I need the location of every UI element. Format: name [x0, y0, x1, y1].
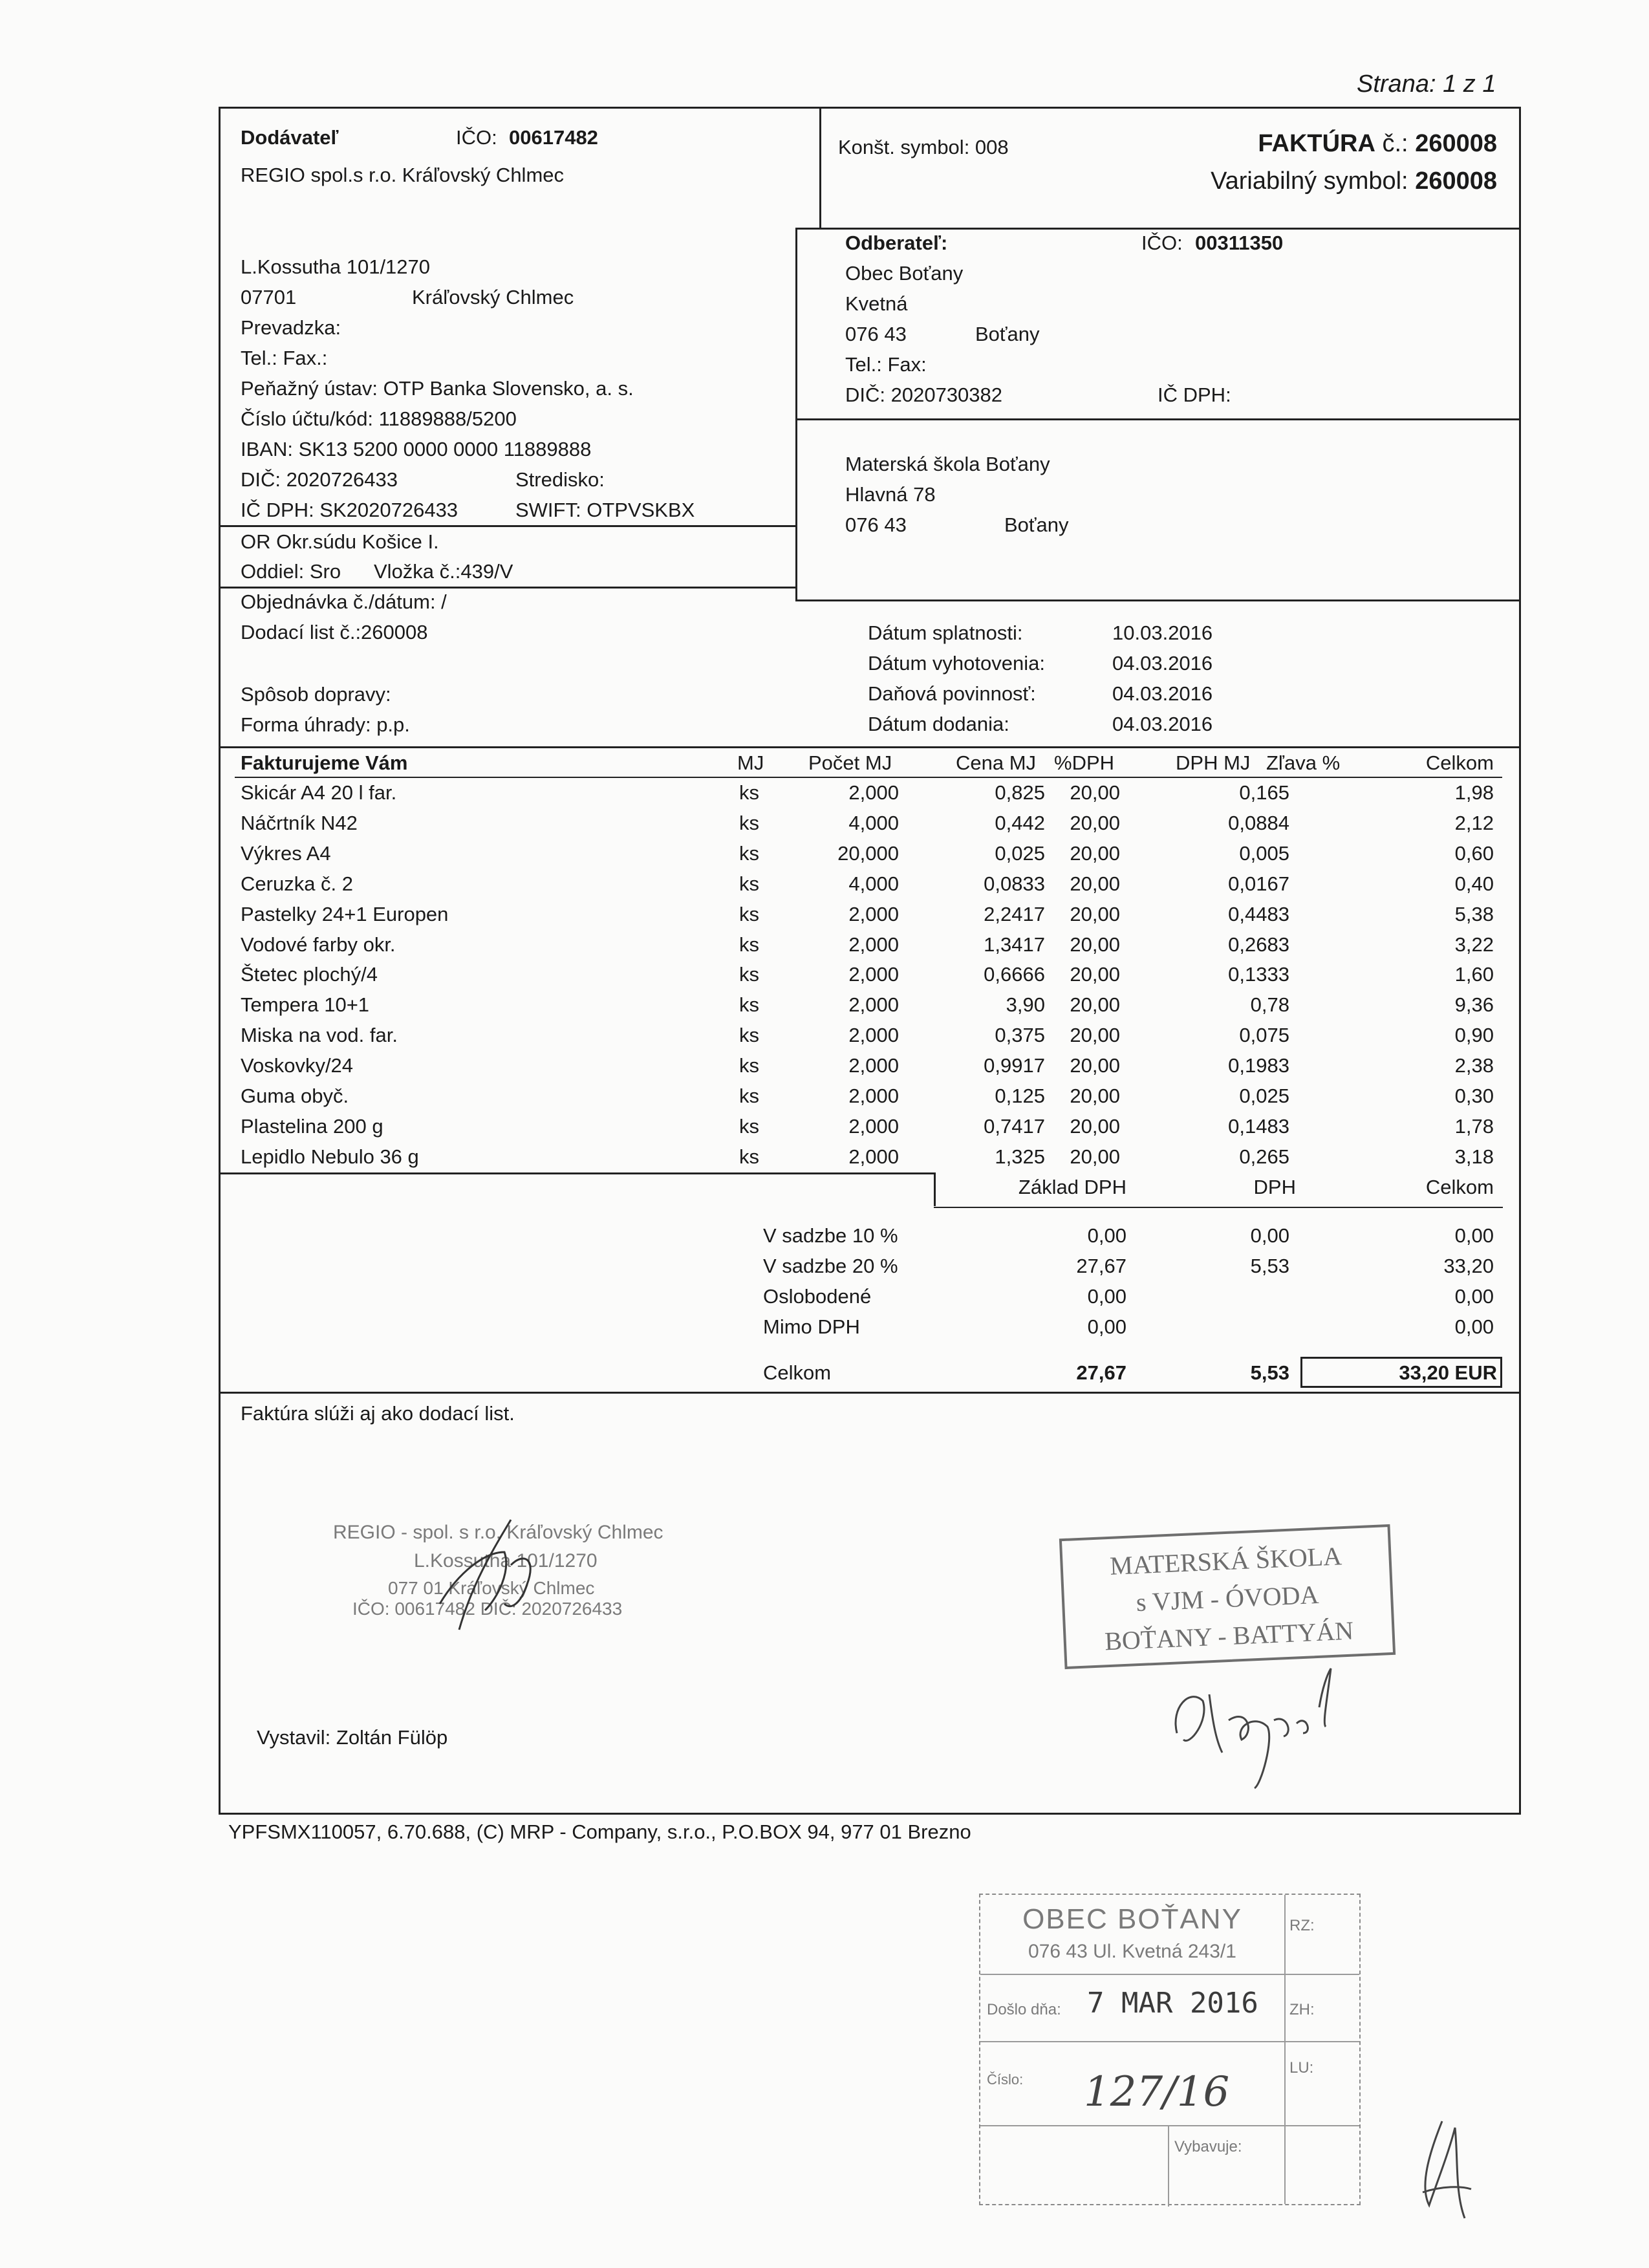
invoice-number-label: č.: — [1382, 130, 1408, 157]
item-total: 3,22 — [1454, 933, 1494, 956]
order-ref: Objednávka č./dátum: / — [241, 590, 447, 613]
supplier-signature — [414, 1513, 563, 1643]
item-price: 0,025 — [995, 841, 1045, 865]
item-name: Vodové farby okr. — [241, 933, 396, 956]
item-qty: 2,000 — [848, 933, 899, 956]
item-vat-unit: 0,0167 — [1228, 872, 1289, 895]
customer-ico: 00311350 — [1195, 232, 1284, 254]
summary-base: 0,00 — [1087, 1285, 1126, 1308]
supplier-stamp-line: L.Kossutha 101/1270 — [414, 1550, 598, 1571]
item-vat-pct: 20,00 — [1070, 1145, 1120, 1168]
date-value: 10.03.2016 — [1112, 621, 1213, 644]
customer-label: Odberateľ: — [845, 232, 948, 254]
item-unit: ks — [739, 1145, 759, 1168]
item-total: 0,60 — [1454, 841, 1494, 865]
item-vat-unit: 0,78 — [1250, 993, 1289, 1017]
table-header-line — [235, 777, 1502, 778]
item-vat-unit: 0,1983 — [1228, 1054, 1289, 1077]
item-total: 2,38 — [1454, 1054, 1494, 1077]
summary-base-header: Základ DPH — [1018, 1176, 1126, 1198]
item-unit: ks — [739, 902, 759, 925]
supplier-stamp-line: 077 01 Kráľovský Chlmec — [388, 1578, 595, 1598]
date-value: 04.03.2016 — [1112, 652, 1213, 675]
date-value: 04.03.2016 — [1112, 713, 1213, 735]
summary-header-line — [934, 1207, 1503, 1208]
grand-total-base: 27,67 — [1076, 1361, 1126, 1384]
issued-by: Vystavil: Zoltán Fülöp — [257, 1726, 448, 1749]
item-qty: 20,000 — [837, 841, 899, 865]
registry-received-date: 7 MAR 2016 — [1087, 1987, 1258, 2020]
summary-label: V sadzbe 10 % — [763, 1224, 898, 1247]
item-name: Náčrtník N42 — [241, 811, 358, 834]
invoice-title — [1035, 129, 1497, 158]
table-top-line — [219, 746, 1521, 748]
item-qty: 2,000 — [848, 1024, 899, 1047]
item-vat-pct: 20,00 — [1070, 1114, 1120, 1138]
item-unit: ks — [739, 781, 759, 804]
item-price: 3,90 — [1006, 993, 1045, 1017]
supplier-stamp-line: REGIO - spol. s r.o. Kráľovský Chlmec — [333, 1522, 663, 1543]
supplier-dic: DIČ: 2020726433 — [241, 468, 398, 491]
summary-total-header: Celkom — [1425, 1176, 1494, 1198]
supplier-swift: SWIFT: OTPVSKBX — [515, 499, 695, 521]
item-price: 2,2417 — [984, 902, 1045, 925]
summary-total: 0,00 — [1454, 1315, 1494, 1338]
item-price: 0,442 — [995, 811, 1045, 834]
item-vat-unit: 0,265 — [1239, 1145, 1289, 1168]
margin-initials — [1410, 2115, 1487, 2231]
frame-top — [219, 107, 1521, 109]
registry-stamp-divider — [1284, 1895, 1286, 2204]
item-price: 0,7417 — [984, 1114, 1045, 1138]
item-vat-unit: 0,0884 — [1228, 811, 1289, 834]
transport-method: Spôsob dopravy: — [241, 683, 391, 706]
school-stamp-line: BOŤANY - BATTYÁN — [1104, 1615, 1355, 1656]
item-vat-pct: 20,00 — [1070, 781, 1120, 804]
supplier-name: REGIO spol.s r.o. Kráľovský Chlmec — [241, 164, 565, 186]
item-price: 0,375 — [995, 1024, 1045, 1047]
register-line — [219, 525, 795, 527]
registry-lu: LU: — [1289, 2059, 1314, 2077]
item-total: 1,98 — [1454, 781, 1494, 804]
item-total: 0,30 — [1454, 1085, 1494, 1107]
summary-base: 0,00 — [1087, 1224, 1126, 1247]
supplier-zip: 07701 — [241, 286, 297, 308]
supplier-iban: IBAN: SK13 5200 0000 0000 11889888 — [241, 438, 592, 460]
registry-stamp-address: 076 43 Ul. Kvetná 243/1 — [1028, 1941, 1236, 1962]
item-vat-pct: 20,00 — [1070, 1054, 1120, 1077]
payment-method: Forma úhrady: p.p. — [241, 713, 410, 736]
item-qty: 2,000 — [848, 902, 899, 925]
col-qty-header: Počet MJ — [808, 751, 892, 774]
supplier-ico-label: IČO: — [456, 126, 497, 149]
item-vat-unit: 0,025 — [1239, 1085, 1289, 1107]
customer-box-top — [795, 228, 1521, 230]
item-unit: ks — [739, 963, 759, 986]
summary-bottom-line — [219, 1392, 1521, 1394]
delivery-note: Dodací list č.:260008 — [241, 621, 428, 643]
item-total: 9,36 — [1454, 993, 1494, 1017]
item-vat-pct: 20,00 — [1070, 1024, 1120, 1047]
item-price: 1,325 — [995, 1145, 1045, 1168]
date-label: Daňová povinnosť: — [868, 682, 1036, 705]
customer-name: Obec Boťany — [845, 262, 964, 285]
header-divider — [819, 107, 821, 228]
summary-vat: 5,53 — [1250, 1255, 1289, 1277]
item-unit: ks — [739, 872, 759, 895]
delivery-zip: 076 43 — [845, 513, 907, 536]
item-unit: ks — [739, 933, 759, 956]
item-unit: ks — [739, 993, 759, 1017]
col-unit-header: MJ — [737, 751, 764, 774]
item-name: Lepidlo Nebulo 36 g — [241, 1145, 419, 1168]
supplier-stamp-line: IČO: 00617482 DIČ: 2020726433 — [352, 1599, 623, 1619]
item-total: 0,90 — [1454, 1024, 1494, 1047]
customer-city: Boťany — [975, 323, 1040, 345]
item-name: Pastelky 24+1 Europen — [241, 902, 449, 925]
customer-box-bottom — [795, 599, 1521, 601]
frame-bottom — [219, 1813, 1521, 1815]
supplier-premises: Prevadzka: — [241, 316, 341, 339]
item-qty: 2,000 — [848, 993, 899, 1017]
customer-zip: 076 43 — [845, 323, 907, 345]
item-unit: ks — [739, 1085, 759, 1107]
item-total: 1,60 — [1454, 963, 1494, 986]
item-price: 0,0833 — [984, 872, 1045, 895]
col-item-header: Fakturujeme Vám — [241, 751, 408, 774]
item-price: 0,9917 — [984, 1054, 1045, 1077]
grand-total-vat: 5,53 — [1250, 1361, 1289, 1384]
item-vat-pct: 20,00 — [1070, 811, 1120, 834]
item-qty: 2,000 — [848, 1054, 899, 1077]
supplier-center: Stredisko: — [515, 468, 605, 491]
item-total: 5,38 — [1454, 902, 1494, 925]
date-label: Dátum vyhotovenia: — [868, 652, 1045, 675]
registry-stamp-row-line — [980, 2125, 1359, 2126]
school-stamp-line: MATERSKÁ ŠKOLA — [1109, 1541, 1342, 1581]
col-price-header: Cena MJ — [956, 751, 1037, 774]
delivery-street: Hlavná 78 — [845, 483, 936, 506]
item-qty: 4,000 — [848, 811, 899, 834]
delivery-city: Boťany — [1004, 513, 1069, 536]
item-vat-pct: 20,00 — [1070, 902, 1120, 925]
item-qty: 2,000 — [848, 781, 899, 804]
registry-stamp — [979, 1894, 1361, 2205]
item-name: Štetec plochý/4 — [241, 963, 378, 986]
item-name: Miska na vod. far. — [241, 1024, 398, 1047]
grand-total-amount: 33,20 EUR — [1399, 1361, 1497, 1384]
item-unit: ks — [739, 841, 759, 865]
item-name: Guma obyč. — [241, 1085, 349, 1107]
customer-vat: IČ DPH: — [1158, 383, 1231, 406]
item-price: 0,125 — [995, 1085, 1045, 1107]
item-vat-unit: 0,1333 — [1228, 963, 1289, 986]
item-name: Tempera 10+1 — [241, 993, 370, 1017]
variable-symbol-value: 260008 — [1415, 167, 1497, 195]
item-vat-pct: 20,00 — [1070, 1085, 1120, 1107]
variable-symbol — [1035, 166, 1497, 196]
item-total: 1,78 — [1454, 1114, 1494, 1138]
col-total-header: Celkom — [1425, 751, 1494, 774]
summary-label: Mimo DPH — [763, 1315, 860, 1338]
col-vat-unit-header: DPH MJ — [1176, 751, 1251, 774]
constant-symbol: Konšt. symbol: 008 — [838, 136, 1009, 158]
school-stamp — [1059, 1524, 1396, 1669]
item-unit: ks — [739, 1054, 759, 1077]
item-name: Výkres A4 — [241, 841, 331, 865]
item-vat-unit: 0,2683 — [1228, 933, 1289, 956]
summary-total: 0,00 — [1454, 1224, 1494, 1247]
delivery-name: Materská škola Boťany — [845, 453, 1050, 475]
summary-total: 33,20 — [1443, 1255, 1494, 1277]
summary-label: V sadzbe 20 % — [763, 1255, 898, 1277]
supplier-vat: IČ DPH: SK2020726433 — [241, 499, 458, 521]
supplier-tel-fax: Tel.: Fax.: — [241, 347, 328, 369]
item-vat-unit: 0,4483 — [1228, 902, 1289, 925]
summary-total: 0,00 — [1454, 1285, 1494, 1308]
customer-box-middle — [795, 418, 1521, 420]
supplier-bank: Peňažný ústav: OTP Banka Slovensko, a. s. — [241, 377, 634, 400]
customer-ico-label: IČO: — [1141, 232, 1183, 254]
item-qty: 4,000 — [848, 872, 899, 895]
school-signature — [1158, 1662, 1352, 1791]
item-name: Voskovky/24 — [241, 1054, 354, 1077]
grand-total-label: Celkom — [763, 1361, 832, 1384]
item-vat-unit: 0,165 — [1239, 781, 1289, 804]
page-number: Strana: 1 z 1 — [1357, 70, 1496, 98]
customer-box-left — [795, 228, 797, 601]
registry-received-label: Došlo dňa: — [987, 2001, 1061, 2018]
item-price: 0,825 — [995, 781, 1045, 804]
order-line — [219, 587, 795, 589]
software-footer: YPFSMX110057, 6.70.688, (C) MRP - Company, s.r.o., P.O.BOX 94, 977 01 Brezno — [228, 1820, 971, 1843]
item-qty: 2,000 — [848, 1114, 899, 1138]
supplier-ico: 00617482 — [509, 126, 598, 149]
item-name: Skicár A4 20 l far. — [241, 781, 397, 804]
item-vat-pct: 20,00 — [1070, 872, 1120, 895]
school-stamp-line: s VJM - ÓVODA — [1135, 1579, 1320, 1617]
registry-stamp-title: OBEC BOŤANY — [1022, 1903, 1242, 1935]
invoice-note: Faktúra slúži aj ako dodací list. — [241, 1402, 515, 1425]
item-unit: ks — [739, 811, 759, 834]
supplier-city: Kráľovský Chlmec — [412, 286, 574, 308]
frame-left — [219, 107, 221, 1814]
supplier-section: Oddiel: Sro — [241, 560, 341, 583]
supplier-street: L.Kossutha 101/1270 — [241, 255, 431, 278]
date-label: Dátum splatnosti: — [868, 621, 1023, 644]
item-name: Plastelina 200 g — [241, 1114, 383, 1138]
registry-zh: ZH: — [1289, 2001, 1315, 2018]
registry-stamp-cell-line — [1168, 2125, 1169, 2207]
frame-right — [1519, 107, 1521, 1814]
summary-vat-header: DPH — [1253, 1176, 1296, 1198]
table-bottom-line — [219, 1172, 934, 1174]
summary-corner — [934, 1172, 936, 1206]
summary-base: 27,67 — [1076, 1255, 1126, 1277]
summary-vat: 0,00 — [1250, 1224, 1289, 1247]
item-qty: 2,000 — [848, 963, 899, 986]
customer-dic: DIČ: 2020730382 — [845, 383, 1003, 406]
item-total: 0,40 — [1454, 872, 1494, 895]
supplier-label: Dodávateľ — [241, 126, 339, 149]
supplier-insert: Vložka č.:439/V — [374, 560, 513, 583]
registry-rz: RZ: — [1289, 1917, 1315, 1934]
summary-base: 0,00 — [1087, 1315, 1126, 1338]
registry-stamp-row-line — [980, 1974, 1359, 1975]
item-vat-pct: 20,00 — [1070, 993, 1120, 1017]
item-unit: ks — [739, 1024, 759, 1047]
invoice-number: 260008 — [1415, 130, 1497, 157]
item-qty: 2,000 — [848, 1085, 899, 1107]
item-unit: ks — [739, 1114, 759, 1138]
customer-tel-fax: Tel.: Fax: — [845, 353, 927, 376]
item-total: 2,12 — [1454, 811, 1494, 834]
registry-attachments-label: Vybavuje: — [1174, 2138, 1242, 2155]
registry-number: 127/16 — [1084, 2068, 1230, 2116]
supplier-register: OR Okr.súdu Košice I. — [241, 530, 439, 553]
col-vat-pct-header: %DPH — [1054, 751, 1115, 774]
date-label: Dátum dodania: — [868, 713, 1009, 735]
item-vat-unit: 0,075 — [1239, 1024, 1289, 1047]
item-name: Ceruzka č. 2 — [241, 872, 354, 895]
date-value: 04.03.2016 — [1112, 682, 1213, 705]
registry-stamp-row-line — [980, 2041, 1359, 2042]
item-vat-unit: 0,1483 — [1228, 1114, 1289, 1138]
item-price: 1,3417 — [984, 933, 1045, 956]
item-vat-pct: 20,00 — [1070, 933, 1120, 956]
item-vat-pct: 20,00 — [1070, 841, 1120, 865]
invoice-title-word: FAKTÚRA — [1258, 130, 1375, 157]
item-vat-unit: 0,005 — [1239, 841, 1289, 865]
item-vat-pct: 20,00 — [1070, 963, 1120, 986]
variable-symbol-label: Variabilný symbol: — [1211, 167, 1408, 195]
registry-number-label: Číslo: — [987, 2071, 1024, 2088]
customer-street: Kvetná — [845, 292, 908, 315]
item-total: 3,18 — [1454, 1145, 1494, 1168]
supplier-account: Číslo účtu/kód: 11889888/5200 — [241, 407, 517, 430]
col-discount-header: Zľava % — [1266, 751, 1341, 774]
item-price: 0,6666 — [984, 963, 1045, 986]
item-qty: 2,000 — [848, 1145, 899, 1168]
summary-label: Oslobodené — [763, 1285, 872, 1308]
